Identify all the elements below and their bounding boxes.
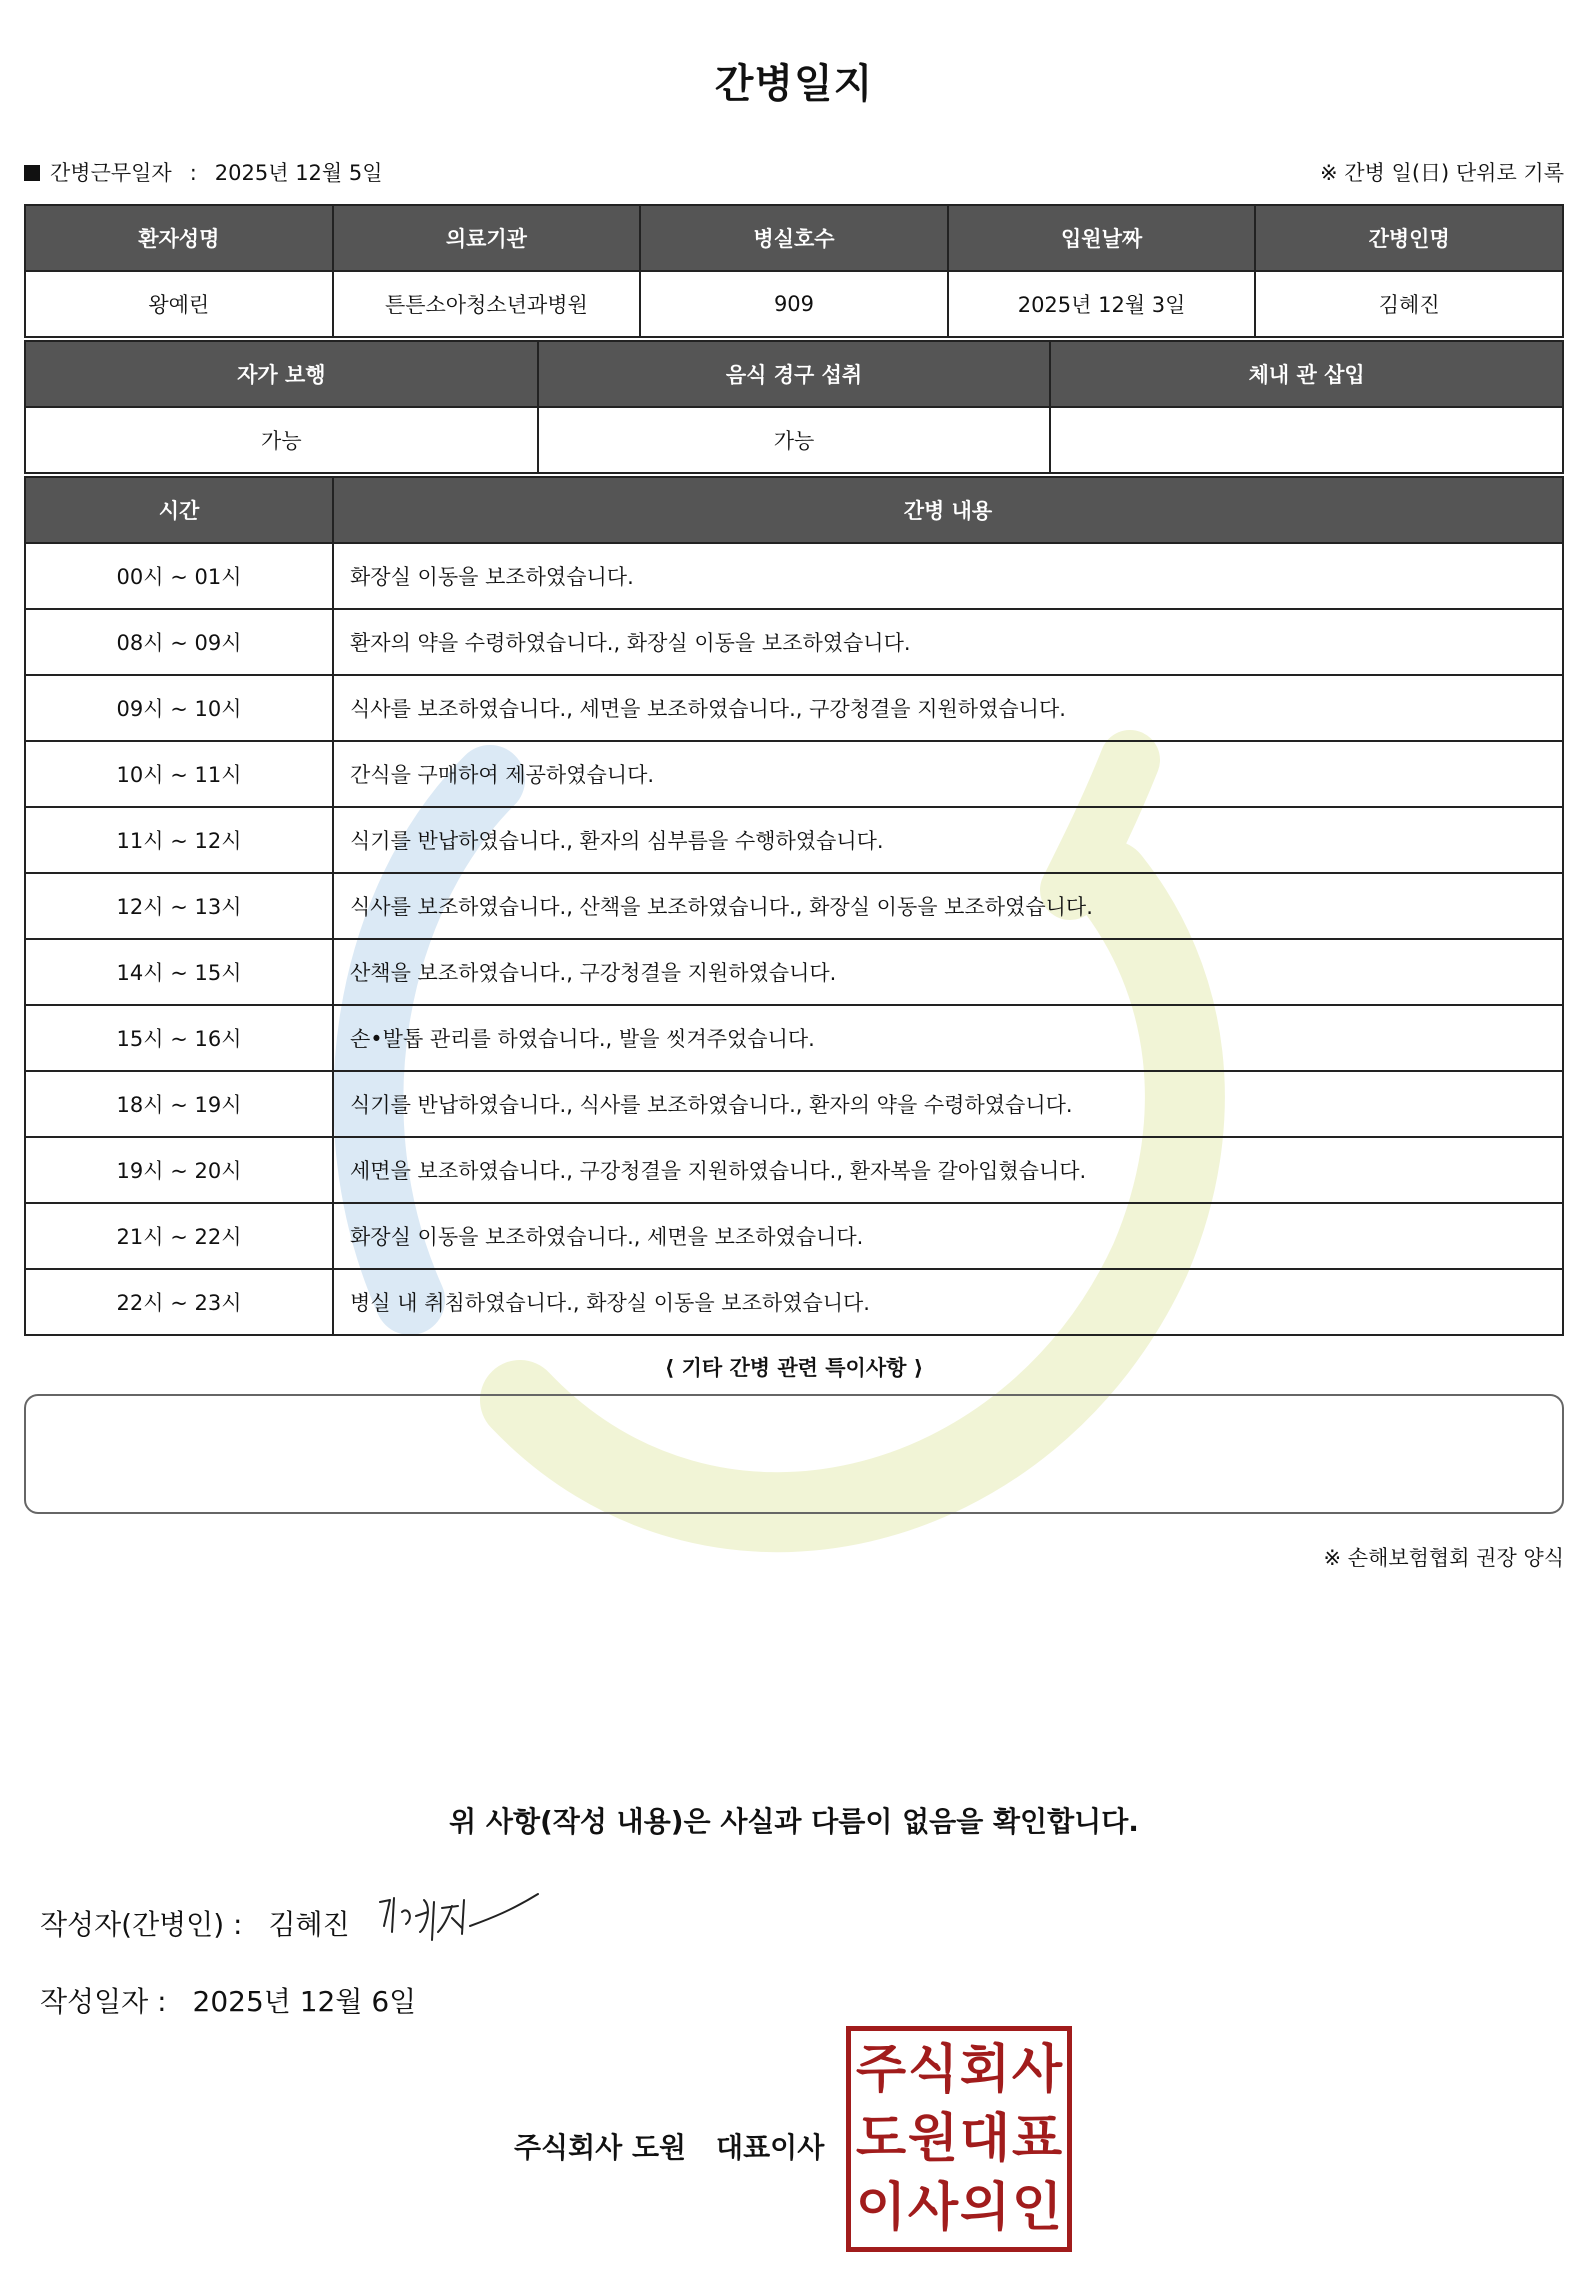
header-caregiver-name: 간병인명 (1255, 205, 1563, 271)
seal-char: 의 (959, 2178, 1011, 2239)
company-name: 주식회사 도원 (514, 2131, 687, 2164)
company-line (514, 2126, 824, 2166)
written-date-line (40, 1980, 416, 2020)
row-time: 10시 ~ 11시 (25, 741, 333, 807)
row-content: 식사를 보조하였습니다., 산책을 보조하였습니다., 화장실 이동을 보조하였습니다. (333, 873, 1563, 939)
colon: : (189, 161, 197, 185)
seal-char: 표 (1011, 2108, 1063, 2169)
special-notes-box (24, 1394, 1564, 1514)
header-care-content: 간병 내용 (333, 477, 1563, 543)
row-content: 산책을 보조하였습니다., 구강청결을 지원하였습니다. (333, 939, 1563, 1005)
seal-char: 대 (959, 2108, 1011, 2169)
representative-title: 대표이사 (716, 2131, 825, 2164)
row-content: 손•발톱 관리를 하였습니다., 발을 씻겨주었습니다. (333, 1005, 1563, 1071)
row-content: 식사를 보조하였습니다., 세면을 보조하였습니다., 구강청결을 지원하였습니다. (333, 675, 1563, 741)
seal-char: 사 (1011, 2039, 1063, 2100)
row-content: 병실 내 취침하였습니다., 화장실 이동을 보조하였습니다. (333, 1269, 1563, 1335)
table-row (25, 1071, 1563, 1137)
row-time: 21시 ~ 22시 (25, 1203, 333, 1269)
row-content: 환자의 약을 수령하였습니다., 화장실 이동을 보조하였습니다. (333, 609, 1563, 675)
written-date-label: 작성일자 : (40, 1985, 167, 2018)
work-date-line (24, 157, 383, 187)
seal-char: 이 (855, 2178, 907, 2239)
self-walking-value: 가능 (25, 407, 538, 473)
patient-info-table (24, 204, 1564, 338)
document-title: 간병일지 (714, 61, 874, 107)
hospital-name: 튼튼소아청소년과병원 (333, 271, 641, 337)
seal-char: 인 (1011, 2178, 1063, 2239)
association-note: ※ 손해보험협회 권장 양식 (1323, 1546, 1564, 1570)
patient-name: 왕예린 (25, 271, 333, 337)
confirmation-statement: 위 사항(작성 내용)은 사실과 다름이 없음을 확인합니다. (449, 1805, 1139, 1838)
row-time: 00시 ~ 01시 (25, 543, 333, 609)
caregiver-name: 김혜진 (1255, 271, 1563, 337)
admission-date: 2025년 12월 3일 (948, 271, 1256, 337)
special-notes-title: ⟨ 기타 간병 관련 특이사항 ⟩ (664, 1356, 924, 1380)
header-tube-insertion: 체내 관 삽입 (1050, 341, 1563, 407)
table-row (25, 1005, 1563, 1071)
square-bullet-icon (24, 165, 40, 181)
table-row (25, 1137, 1563, 1203)
row-content: 식기를 반납하였습니다., 환자의 심부름을 수행하였습니다. (333, 807, 1563, 873)
row-content: 세면을 보조하였습니다., 구강청결을 지원하였습니다., 환자복을 갈아입혔습니다. (333, 1137, 1563, 1203)
writer-name: 김혜진 (268, 1908, 350, 1941)
writer-line (40, 1903, 350, 1943)
unit-note: ※ 간병 일(日) 단위로 기록 (1320, 161, 1564, 185)
table-row (25, 873, 1563, 939)
row-time: 15시 ~ 16시 (25, 1005, 333, 1071)
header-admission-date: 입원날짜 (948, 205, 1256, 271)
table-row (25, 675, 1563, 741)
header-oral-intake: 음식 경구 섭취 (538, 341, 1051, 407)
header-patient-name: 환자성명 (25, 205, 333, 271)
row-time: 18시 ~ 19시 (25, 1071, 333, 1137)
patient-status-table (24, 340, 1564, 474)
table-row (25, 543, 1563, 609)
work-date-value: 2025년 12월 5일 (214, 161, 383, 185)
row-time: 11시 ~ 12시 (25, 807, 333, 873)
header-time: 시간 (25, 477, 333, 543)
seal-char: 원 (907, 2108, 959, 2169)
table-row (25, 939, 1563, 1005)
work-date-label: 간병근무일자 (50, 161, 172, 185)
room-number: 909 (640, 271, 948, 337)
row-time: 14시 ~ 15시 (25, 939, 333, 1005)
row-time: 08시 ~ 09시 (25, 609, 333, 675)
seal-char: 식 (907, 2039, 959, 2100)
row-time: 12시 ~ 13시 (25, 873, 333, 939)
header-self-walking: 자가 보행 (25, 341, 538, 407)
writer-label: 작성자(간병인) : (40, 1908, 243, 1941)
tube-insertion-value (1050, 407, 1563, 473)
written-date-value: 2025년 12월 6일 (192, 1985, 417, 2018)
row-content: 간식을 구매하여 제공하였습니다. (333, 741, 1563, 807)
company-seal-stamp (846, 2026, 1072, 2252)
row-time: 09시 ~ 10시 (25, 675, 333, 741)
row-time: 19시 ~ 20시 (25, 1137, 333, 1203)
seal-char: 사 (907, 2178, 959, 2239)
care-log-table (24, 476, 1564, 1336)
table-row (25, 1203, 1563, 1269)
oral-intake-value: 가능 (538, 407, 1051, 473)
seal-char: 도 (855, 2108, 907, 2169)
header-room-number: 병실호수 (640, 205, 948, 271)
handwritten-signature (372, 1888, 542, 1958)
seal-char: 회 (959, 2039, 1011, 2100)
header-hospital: 의료기관 (333, 205, 641, 271)
row-content: 식기를 반납하였습니다., 식사를 보조하였습니다., 환자의 약을 수령하였습니다. (333, 1071, 1563, 1137)
table-row (25, 609, 1563, 675)
table-row (25, 1269, 1563, 1335)
row-content: 화장실 이동을 보조하였습니다. (333, 543, 1563, 609)
seal-char: 주 (855, 2039, 907, 2100)
table-row (25, 807, 1563, 873)
table-row (25, 741, 1563, 807)
row-content: 화장실 이동을 보조하였습니다., 세면을 보조하였습니다. (333, 1203, 1563, 1269)
row-time: 22시 ~ 23시 (25, 1269, 333, 1335)
